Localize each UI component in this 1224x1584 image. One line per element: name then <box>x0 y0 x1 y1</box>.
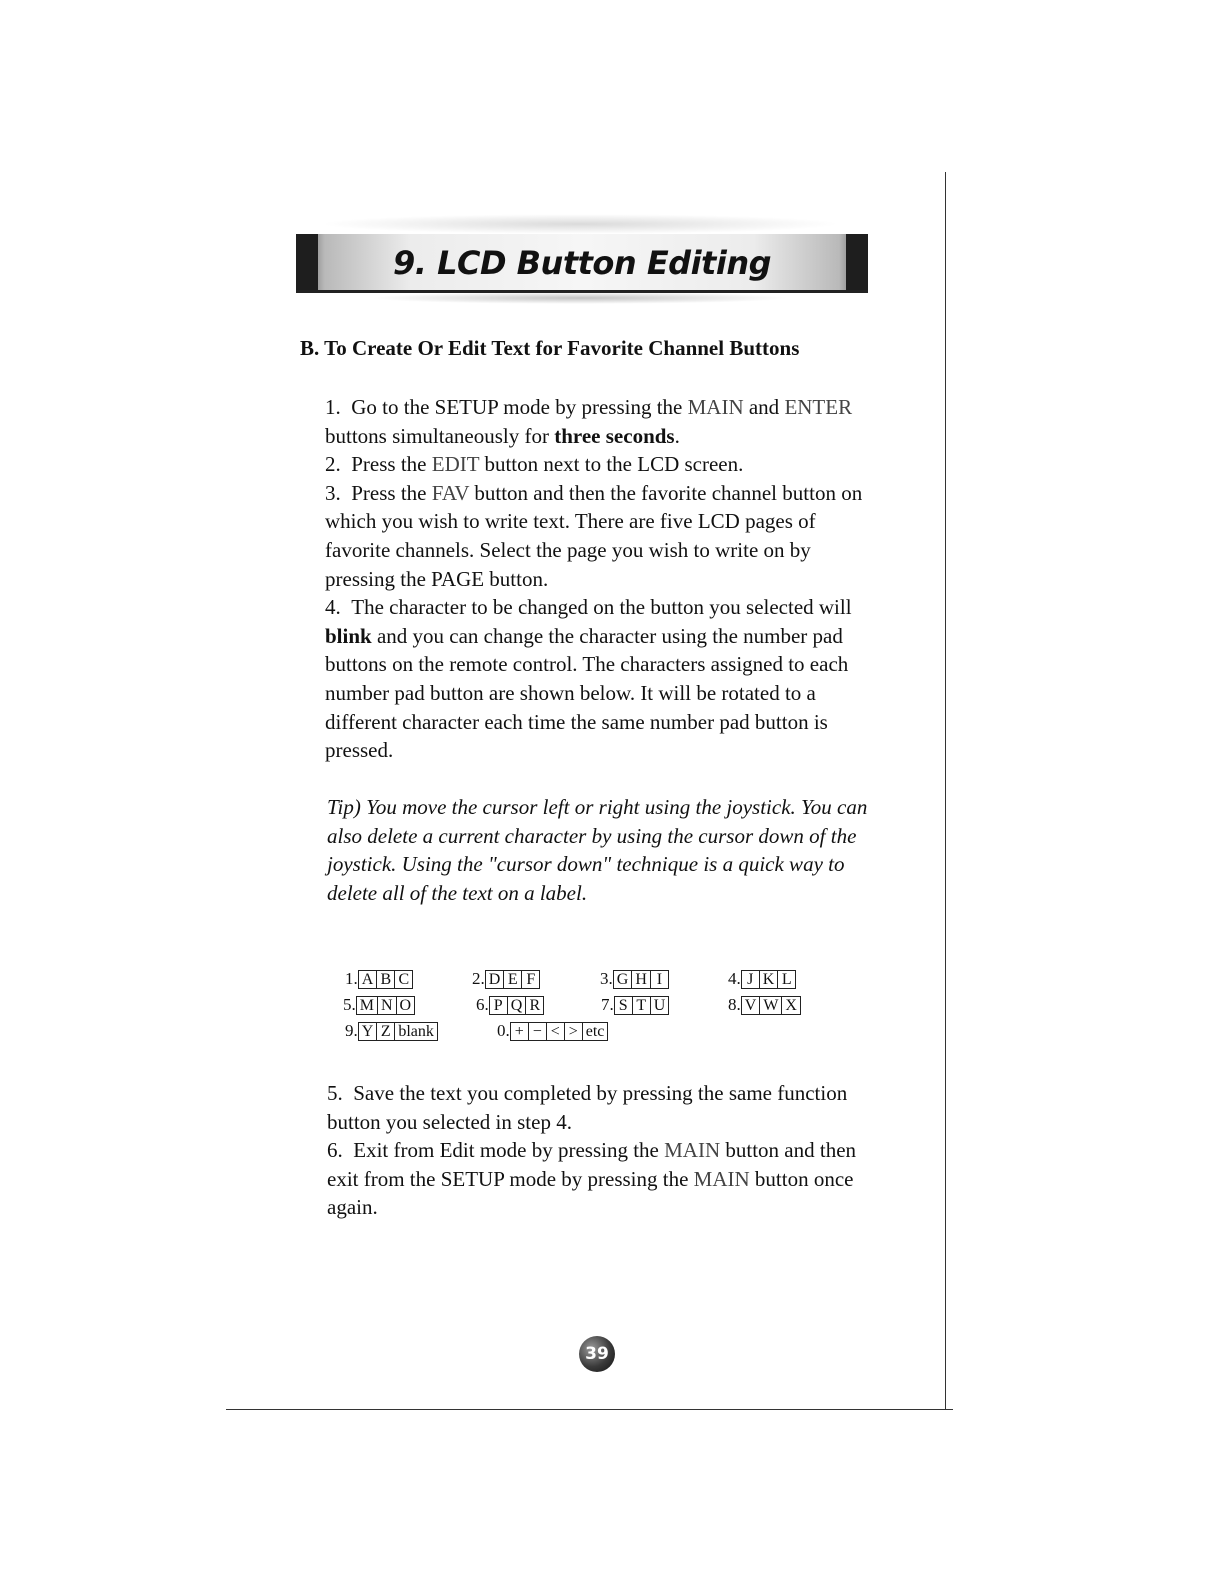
key-number: 0. <box>497 1021 510 1040</box>
step-text: Save the text you completed by pressing the same function button you selected in step 4. <box>327 1081 848 1134</box>
keypad-key-9 <box>345 1021 438 1041</box>
char-box: O <box>396 996 416 1015</box>
char-box: R <box>525 996 544 1015</box>
chapter-title: 9. LCD Button Editing <box>393 244 771 282</box>
key-number: 3. <box>600 969 613 988</box>
step-number: 2. <box>325 452 341 477</box>
right-margin-rule <box>945 172 946 1410</box>
char-box: E <box>503 970 522 989</box>
step-3 <box>325 479 885 593</box>
tip-note: Tip) You move the cursor left or right using the joystick. You can also delete a current character by using the cursor down of the joystick. Using the "cursor down" technique is a quick way to delete all of the text on a label. <box>327 795 868 905</box>
char-box: W <box>759 996 782 1015</box>
main-button-label: MAIN <box>693 1166 750 1191</box>
fav-button-label: FAV <box>431 480 470 505</box>
char-box: blank <box>394 1022 438 1041</box>
step-4 <box>325 593 885 765</box>
step-2 <box>325 450 885 479</box>
emphasis-text: blink <box>325 623 372 648</box>
char-box: < <box>546 1022 565 1041</box>
page-number-badge: 39 <box>579 1336 615 1372</box>
step-text: The character to be changed on the button you selected will <box>351 595 852 620</box>
banner-glow <box>320 214 840 234</box>
char-box: − <box>528 1022 547 1041</box>
char-box: Y <box>358 1022 378 1041</box>
char-box: F <box>521 970 540 989</box>
char-box: J <box>741 970 760 989</box>
step-text: Go to the SETUP mode by pressing the <box>351 395 688 419</box>
key-number: 2. <box>472 969 485 988</box>
step-text: and <box>743 395 785 419</box>
bottom-margin-rule <box>226 1409 953 1410</box>
char-box: I <box>650 970 669 989</box>
key-number: 8. <box>728 995 741 1014</box>
char-box: Z <box>376 1022 395 1041</box>
char-box: B <box>376 970 395 989</box>
keypad-key-2 <box>472 969 540 989</box>
char-box: U <box>650 996 670 1015</box>
step-number: 6. <box>327 1138 343 1163</box>
key-number: 6. <box>476 995 489 1014</box>
char-box: P <box>489 996 508 1015</box>
step-text: button once again. <box>327 1166 854 1220</box>
char-box: + <box>510 1022 529 1041</box>
char-box: X <box>781 996 801 1015</box>
char-box: etc <box>582 1022 609 1041</box>
step-text: and you can change the character using the number pad buttons on the remote control. The characters assigned to each number pad button are shown below. It will be rotated to a different character each time the same number pad button is pressed. <box>325 623 849 763</box>
step-text: buttons simultaneously for <box>325 423 555 448</box>
emphasis-text: three seconds <box>554 423 675 448</box>
step-text: Exit from Edit mode by pressing the <box>353 1138 665 1163</box>
step-text: button and then the favorite channel button on which you wish to write text. There are five LCD pages of favorite channels. Select the page you wish to write on by pressing the PAGE button. <box>325 480 863 591</box>
keypad-key-1 <box>345 969 413 989</box>
step-number: 3. <box>325 480 341 505</box>
char-box: T <box>632 996 651 1015</box>
step-text: . <box>674 423 680 448</box>
chapter-banner <box>296 234 868 293</box>
step-number: 1. <box>325 395 341 419</box>
keypad-key-7 <box>601 995 669 1015</box>
banner-shadow <box>370 292 790 304</box>
step-text: Press the <box>351 452 432 477</box>
step-1 <box>325 393 885 450</box>
char-box: K <box>759 970 779 989</box>
step-number: 4. <box>325 595 341 620</box>
key-number: 4. <box>728 969 741 988</box>
main-button-label: MAIN <box>687 395 744 419</box>
steps-list-continued <box>327 1079 872 1222</box>
edit-button-label: EDIT <box>431 452 480 477</box>
char-box: G <box>613 970 633 989</box>
steps-list <box>325 393 885 765</box>
step-5 <box>327 1079 872 1136</box>
section-heading: B. To Create Or Edit Text for Favorite Channel Buttons <box>300 336 800 360</box>
step-number: 5. <box>327 1081 343 1105</box>
char-box: D <box>485 970 505 989</box>
char-box: > <box>564 1022 583 1041</box>
step-text: button and then exit from the SETUP mode by pressing the <box>327 1138 857 1191</box>
char-box: N <box>377 996 397 1015</box>
keypad-key-8 <box>728 995 801 1015</box>
keypad-key-5 <box>343 995 415 1015</box>
key-number: 5. <box>343 995 356 1014</box>
char-box: Q <box>507 996 527 1015</box>
keypad-key-6 <box>476 995 544 1015</box>
step-text: Press the <box>351 480 432 505</box>
main-button-label: MAIN <box>664 1138 721 1163</box>
char-box: C <box>394 970 413 989</box>
char-box: S <box>614 996 633 1015</box>
keypad-key-3 <box>600 969 669 989</box>
char-box: L <box>777 970 796 989</box>
char-box: A <box>358 970 378 989</box>
step-6 <box>327 1136 872 1222</box>
step-text: button next to the LCD screen. <box>479 452 744 477</box>
keypad-key-0 <box>497 1021 608 1041</box>
char-box: V <box>741 996 761 1015</box>
char-box: H <box>631 970 651 989</box>
keypad-key-4 <box>728 969 796 989</box>
key-number: 7. <box>601 995 614 1014</box>
char-box: M <box>356 996 378 1015</box>
key-number: 9. <box>345 1021 358 1040</box>
enter-button-label: ENTER <box>784 395 853 419</box>
key-number: 1. <box>345 969 358 988</box>
